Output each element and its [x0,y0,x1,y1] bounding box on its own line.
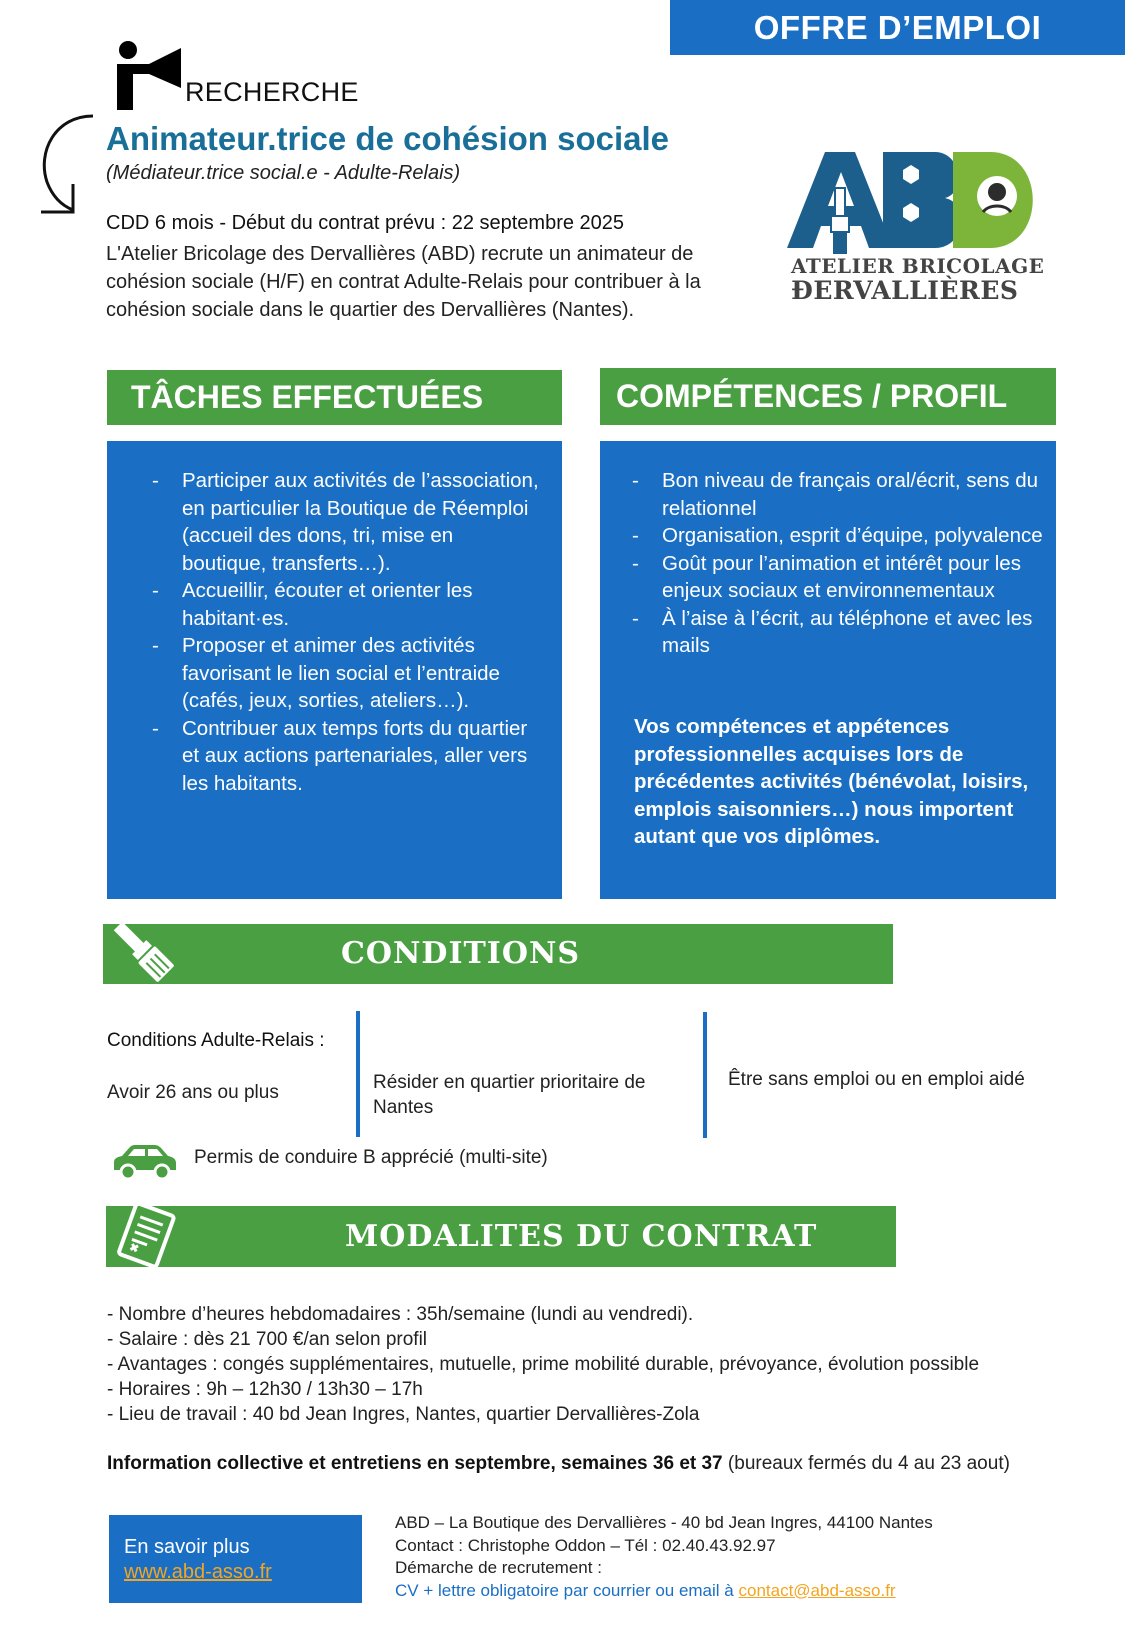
paintbrush-icon [111,924,183,986]
car-icon [110,1144,178,1182]
list-item-text: À l’aise à l’écrit, au téléphone et avec les mails [662,606,1033,657]
conditions-divider [356,1011,360,1137]
list-item: - Goût pour l’animation et intérêt pour les enjeux sociaux et environnementaux [632,551,1021,602]
list-item: - Bon niveau de français oral/écrit, sens du relationnel [632,469,1039,520]
modalites-list [107,1302,979,1427]
recherche-label: RECHERCHE [185,77,359,107]
list-item: - Organisation, esprit d’équipe, polyvalence [632,524,1043,547]
megaphone-person-icon [115,40,190,112]
list-item: - Salaire : dès 21 700 €/an selon profil [107,1329,428,1350]
job-title: Animateur.trice de cohésion sociale [106,120,670,157]
taches-heading: TÂCHES EFFECTUÉES [107,370,562,425]
list-item-text: Proposer et animer des activités favorisant le lien social et l’entraide (cafés, jeux, sorties, ateliers…). [182,634,500,712]
list-item-text: Goût pour l’animation et intérêt pour les enjeux sociaux et environnementaux [662,551,1021,602]
abd-logo-graphic [785,148,1045,254]
modalites-heading: MODALITES DU CONTRAT [345,1219,818,1254]
condition-quartier: Résider en quartier prioritaire de Nantes [373,1072,646,1118]
logo-text-line1: ATELIER BRICOLAGE [791,254,1045,278]
condition-emploi: Être sans emploi ou en emploi aidé [728,1069,1025,1090]
footer-cv-text: CV + lettre obligatoire par courrier ou email à [395,1580,739,1600]
list-item: - Avantages : congés supplémentaires, mutuelle, prime mobilité durable, prévoyance, évolution possible [107,1354,980,1375]
list-item: - Participer aux activités de l’association, en particulier la Boutique de Réemploi (accueil des dons, tri, mise en boutique, transferts…). [152,469,539,575]
footer-more-label: En savoir plus [124,1536,250,1558]
list-item: - Nombre d’heures hebdomadaires : 35h/semaine (lundi au vendredi). [107,1304,694,1325]
taches-panel [107,441,562,899]
footer-address: ABD – La Boutique des Dervallières - 40 bd Jean Ingres, 44100 Nantes [395,1513,933,1532]
taches-list [152,467,542,797]
list-item: - Proposer et animer des activités favorisant le lien social et l’entraide (cafés, jeux, sorties, ateliers…). [152,634,500,712]
conditions-heading: CONDITIONS [341,936,581,971]
list-item: - Horaires : 9h – 12h30 / 13h30 – 17h [107,1379,423,1400]
contract-line: CDD 6 mois - Début du contrat prévu : 22 septembre 2025 [106,212,625,234]
abd-logo [785,148,1045,308]
footer-demarche: Démarche de recrutement : [395,1558,602,1577]
curved-arrow-icon [35,112,105,220]
list-item: - À l’aise à l’écrit, au téléphone et avec les mails [632,606,1033,657]
modalites-header [106,1206,896,1267]
job-subtitle: (Médiateur.trice social.e - Adulte-Relais) [106,162,461,184]
competences-heading: COMPÉTENCES / PROFIL [600,368,1056,425]
list-item-text: Contribuer aux temps forts du quartier et aux actions partenariales, aller vers les habitants. [182,716,528,795]
logo-text-line2: ĐERVALLIÈRES [791,276,1019,305]
competences-list [632,467,1047,660]
footer-contact-info [395,1512,933,1602]
website-link[interactable]: www.abd-asso.fr [124,1561,272,1583]
conditions-label: Conditions Adulte-Relais : [107,1030,325,1051]
footer-contact: Contact : Christophe Oddon – Tél : 02.40.43.92.97 [395,1535,776,1555]
list-item-text: Accueillir, écouter et orienter les habitant·es. [182,579,473,630]
competences-panel [600,441,1056,899]
conditions-header [103,924,893,984]
intro-paragraph: L'Atelier Bricolage des Dervallières (ABD) recrute un animateur de cohésion sociale (H/F) en contrat Adulte-Relais pour contribuer à la cohésion sociale dans le quartier des Dervallières (Nantes). [106,243,701,321]
condition-age: Avoir 26 ans ou plus [107,1082,279,1103]
list-item-text: Bon niveau de français oral/écrit, sens du relationnel [662,469,1039,520]
list-item: - Contribuer aux temps forts du quartier et aux actions partenariales, aller vers les habitants. [152,716,528,795]
competences-note: Vos compétences et appétences professionnelles acquises lors de précédentes activités (bénévolat, loisirs, emplois saisonniers…) nous importent autant que vos diplômes. [634,715,1029,848]
footer-cv-line [395,1580,933,1603]
information-collective [107,1453,1010,1475]
email-link[interactable]: contact@abd-asso.fr [738,1580,896,1600]
list-item-text: Participer aux activités de l’association, en particulier la Boutique de Réemploi (accueil des dons, tri, mise en boutique, transferts…). [182,469,539,575]
information-bold: Information collective et entretiens en septembre, semaines 36 et 37 [107,1453,723,1474]
list-item: - Lieu de travail : 40 bd Jean Ingres, Nantes, quartier Dervallières-Zola [107,1404,700,1425]
list-item: - Accueillir, écouter et orienter les habitant·es. [152,579,473,630]
offre-emploi-ribbon: OFFRE D’EMPLOI [670,0,1125,55]
footer-more-box [109,1515,362,1603]
document-icon [108,1204,184,1268]
conditions-divider [703,1012,707,1138]
list-item-text: Organisation, esprit d’équipe, polyvalence [662,524,1043,547]
information-rest: (bureaux fermés du 4 au 23 aout) [722,1453,1010,1474]
permis-text: Permis de conduire B apprécié (multi-site) [194,1147,548,1168]
